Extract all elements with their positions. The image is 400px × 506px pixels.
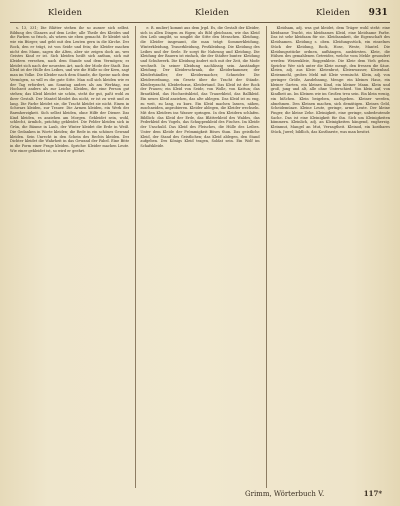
- column-right-text: Kleidsam, adj. was gut kleidet, dem Träger wohl steht: eine kleidsame Tracht, ein kleidsames Kleid, eine kleidsame Farbe. Das ist sehr kleidsam für sie. Kleidsamkeit, die Eigenschaft des Kleidsamen. Kleidung s. oben. Kleidungsstück, ein einzelnes Stück der Kleidung, Rock, Hose, Weste, Mantel. Die Kleidungsstücke ordnen, aufhängen, ausbürsten. Kleie, die Hülsen des gemahlenen Getreides, welche vom Mehle gesondert werden: Weizenkleie, Roggenkleie. Die Kleie dem Vieh geben. Sprichw. Wer sich unter die Kleie mengt, den fressen die Säue. Kleien, adj. aus Kleie: Kleienbrot, Kleienwasser, Kleienbad. Kleienmehl, grobes Mehl mit Kleie vermischt. Klein, adj. von geringer Größe, Ausdehnung, Menge: ein kleines Haus, ein kleiner Garten, ein kleines Kind, ein kleiner Mann. Klein und groß, jung und alt, alle ohne Unterschied. Von klein auf, von Kindheit an. Im Kleinen wie im Großen treu sein. Ein klein wenig, ein bißchen. Klein beigeben, nachgeben. Kleiner werden, abnehmen. Den Kleinen machen, sich demütigen. Kleines Geld, Scheidemünze. Kleine Leute, geringe, arme Leute. Der kleine Finger, die kleine Zehe. Kleinigkeit, eine geringe, unbedeutende Sache. Das ist eine Kleinigkeit für ihn. Sich um Kleinigkeiten kümmern. Kleinlich, adj. an Kleinigkeiten hängend, engherzig. Kleinmut, Mangel an Mut, Verzagtheit. Kleinod, ein kostbares Stück, Juwel; bildlich, das Kostbarste, was man besitzt.: [270, 26, 390, 134]
- header-center-word: Kleiden: [195, 8, 230, 18]
- column-right: [266, 26, 390, 488]
- header-rule: [10, 22, 390, 23]
- header-left-word: Kleiden: [48, 8, 83, 18]
- column-left-text: s. 13, 331; Die Blätter stehen ihr so ausser sich selbst. Bildung des Glanzes auf dem Leibe; alle Theile des Kleides und die Farben so frisch, als wären sie eben gemacht. Er kleidet sich wie ein Bürger, und geht mit den Leuten gern in die Kirche. Der Rock, den er trägt, ist von Seide und fein; die Kleider machen nicht den Mann, sagen die Alten, aber sie zeigen doch an, wes Geistes Kind er ist. Sich kleiden heißt sich anthun, sich mit Kleidern versehen, nach dem Stande und dem Vermögen; er kleidet sich nach der neuesten Art, nach der Mode der Stadt. Das Kleid ist der Hülle des Leibes, und wie die Hülle so der Kern, sagt man im Volke. Die Kleider nach dem Stande, die Speise nach dem Vermögen, so will es die gute Sitte. Man soll sich kleiden wie es der Tag erfordert, am Sonntag anders als am Werktag, zur Hochzeit anders als zur Leiche. Kleiden, die eine Person gut stehen; das Kleid kleidet sie schön, steht ihr gut, paßt wohl zu ihrer Gestalt. Der Mantel kleidet ihn nicht, er ist zu weit und zu lang. Die Farbe kleidet sie, die Tracht kleidet sie nicht. Einen in Schwarz kleiden, zur Trauer. Die Armen kleiden, ein Werk der Barmherzigkeit. Sich selbst kleiden, ohne Hilfe der Diener. Das Kind kleiden, es anziehen am Morgen. Gekleidet sein, wohl, schlecht, ärmlich, prächtig gekleidet. Die Felder kleiden sich in Grün, die Bäume in Laub, der Winter kleidet die Erde in Weiß. Die Gedanken in Worte kleiden; die Rede in ein schönes Gewand kleiden. Sein Unrecht in den Schein des Rechts kleiden. Der Dichter kleidet die Wahrheit in das Gewand der Fabel. Eine Bitte in die Form einer Frage kleiden. Sprichw. Kleider machen Leute. Wie einer gekleidet ist, so wird er geehrt.: [10, 26, 130, 153]
- column-left: [10, 26, 129, 488]
- header-right-word: Kleiden: [316, 8, 351, 18]
- text-columns: [10, 26, 390, 488]
- column-middle-text: e. R. mulier) kommt aus dem Jrgd. Es, die Gestalt der Kleider, sich in allen Dingen zu fügen; als Bild gleichsam, wie das Kleid den Leib umgibt, so umgibt die Sitte den Menschen. Kleidung, die Kleider insgesamt, die man trägt: Sommerkleidung, Winterkleidung, Trauerkleidung, Festkleidung. Die Kleidung des Leibes und der Seele. Er sorgt für Nahrung und Kleidung. Die Kleidung der Bauern ist einfach, die der Städter bunter. Kleidung und Schuhwerk. Die Kleidung ändert sich mit der Zeit, die Mode wechselt. In seiner Kleidung nachlässig sein. Anständige Kleidung. Der Kleiderschrank, die Kleiderkammer, der Kleiderhändler, der Kleidermacher, Schneider. Die Kleiderordnung, ein Gesetz über die Tracht der Stände. Kleiderpracht, Kleiderluxus, Kleidertand. Das Kleid ist der Rock der Frauen; ein Kleid von Seide, von Wolle, von Kattun; das Brautkleid, das Hochzeitskleid, das Trauerkleid, das Ballkleid. Ein neues Kleid anziehen, das alte ablegen. Das Kleid ist zu eng, zu weit, zu lang, zu kurz. Ein Kleid machen lassen, nähen, zuschneiden, anprobieren. Kleider ablegen, die Kleider wechseln. Mit den Kleidern ins Wasser springen. In den Kleidern schlafen. Bildlich: das Kleid der Erde, das Blätterkleid des Waldes, das Federkleid des Vogels, das Schuppenkleid des Fisches. Im Kleide der Unschuld. Das Kleid des Fleisches, die Hülle des Leibes. Unter dem Kleide der Frömmigkeit Böses thun. Das geistliche Kleid, der Stand des Geistlichen; das Kleid ablegen, den Stand aufgeben. Des Königs Kleid tragen, Soldat sein. Ein Wolf im Schafskleide.: [140, 26, 260, 148]
- signature-mark: Grimm, Wörterbuch V.: [245, 490, 325, 498]
- sheet-number: 117*: [363, 489, 382, 498]
- page-number: 931: [368, 8, 388, 18]
- column-middle: [135, 26, 259, 488]
